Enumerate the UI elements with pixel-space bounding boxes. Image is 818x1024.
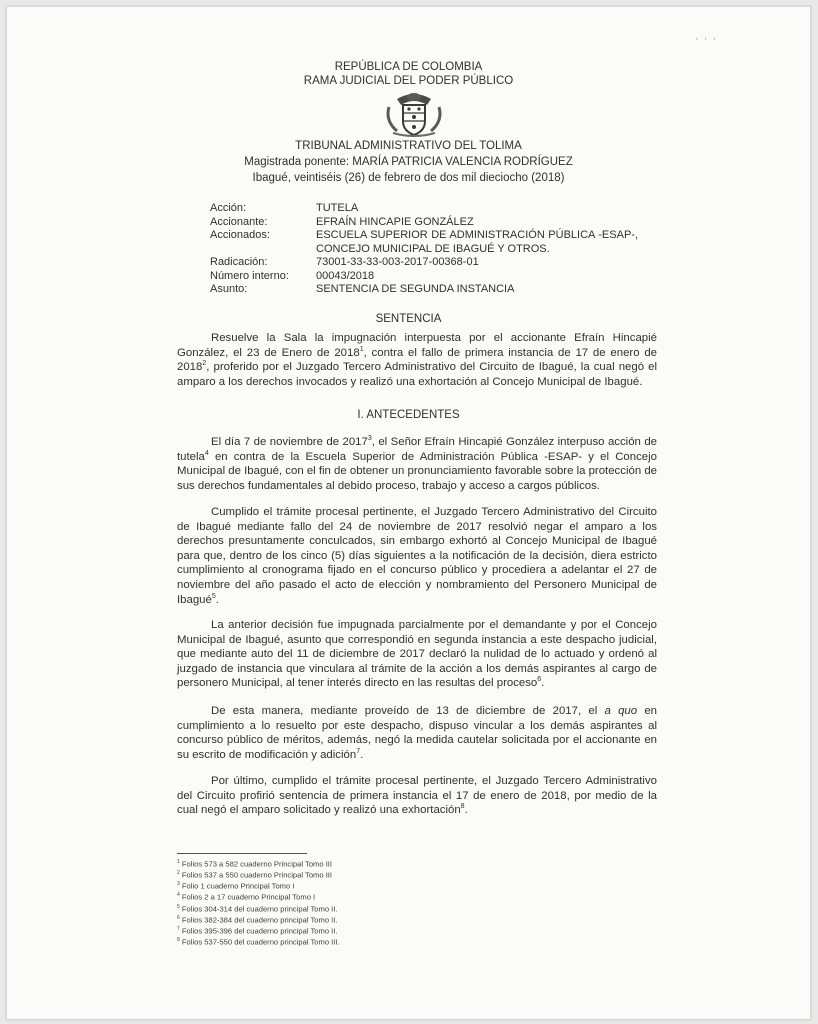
paragraph-text: Cumplido el trámite procesal pertinente, el Juzgado Tercero Administrativo del Circuito de Ibagué mediante fallo del 24 de noviembre de 2017 resolvió negar el amparo a los derechos presuntamente conculcados, sin embargo exhortó al Concejo Municipal de Ibagué para que, dentro de los cinco (5) días siguientes a la notificación de la decisión, diera estricto cumplimiento al cronograma fijado en el concurso público y procediera a adelantar el 27 de noviembre del año pasado el acto de elección y nombramiento del Personero Municipal de Ibagué [177,506,657,606]
footnote-number: 1 [177,859,180,865]
paragraph-text: El día 7 de noviembre de 2017 [211,436,368,448]
antecedentes-heading: I. ANTECEDENTES [357,409,460,421]
footnote-ref: 6 [537,676,542,684]
footnote-number: 6 [177,914,180,921]
footnote-text: Folio 1 cuaderno Principal Tomo I [179,881,295,891]
paragraph-6 [177,774,657,818]
meta-row-accionante [210,216,638,230]
court-name: TRIBUNAL ADMINISTRATIVO DEL TOLIMA [295,140,522,152]
footnote-item [177,880,340,891]
footnote-number: 7 [177,925,180,932]
footnote-text: Folios 304-314 del cuaderno principal Tomo II. [179,904,338,914]
footnote-ref: 1 [359,345,364,353]
footnote-text: Folios 537 a 550 cuaderno Principal Tomo III [179,870,333,880]
paragraph-text: De esta manera, mediante proveído de 13 de diciembre de 2017, el [211,705,605,717]
case-metadata [210,202,638,297]
sentencia-heading: SENTENCIA [375,313,442,325]
paragraph-text: en cumplimiento a lo resuelto por este despacho, dispuso vincular a los demás aspirantes al concurso público de méritos, además, negó la medida cautelar solicitada por el accionante en su escrito de modificación y adición [177,705,657,761]
footnote-ref: 2 [202,360,207,368]
footnote-ref: 3 [367,435,372,443]
footnote-item [177,925,340,936]
paragraph-text: Resuelve la Sala la impugnación interpuesta por el accionante Efraín Hincapié González, el 23 de Enero de 2018 [177,332,657,359]
footnote-number: 3 [177,881,180,888]
meta-value: 73001-33-33-003-2017-00368-01 [316,256,479,268]
footnote-text: Folios 395-396 del cuaderno principal Tomo II. [179,926,338,936]
magistrate-line: Magistrada ponente: MARÍA PATRICIA VALENCIA RODRÍGUEZ [244,156,573,168]
paragraph-text: . [464,804,468,817]
meta-row-accionados [210,229,638,256]
meta-value: EFRAÍN HINCAPIE GONZÁLEZ [316,215,474,228]
footnote-number: 5 [177,903,180,910]
paragraph-5 [177,704,657,762]
paragraph-text: . [541,677,545,690]
footnote-ref: 4 [204,449,209,457]
date-line: Ibagué, veintiséis (26) de febrero de dos mil dieciocho (2018) [252,172,565,184]
footnote-text: Folios 2 a 17 cuaderno Principal Tomo I [179,892,316,902]
meta-value: 00043/2018 [316,269,375,282]
footnote-item [177,903,340,914]
meta-value: ESCUELA SUPERIOR DE ADMINISTRACIÓN PÚBLICA -ESAP-, CONCEJO MUNICIPAL DE IBAGUÉ Y OTROS. [316,229,638,255]
footnotes-list [177,858,340,947]
paragraph-text: , contra el fallo de primera instancia de 17 de enero de 2018 [177,346,657,374]
paragraph-1 [177,331,657,389]
coat-of-arms-icon [383,87,445,139]
italic-text: a quo [604,705,638,717]
meta-row-asunto [210,283,638,297]
paragraph-text: La anterior decisión fue impugnada parcialmente por el demandante y por el Concejo Municipal de Ibagué, asunto que correspondió en segunda instancia a este despacho judicial, que mediante auto del 11 de diciembre de 2017 declaró la nulidad de lo actuado y ordenó al juzgado de instancia que vinculara al trámite de la acción a los demás aspirantes al cargo de personero Municipal, al tener interés directo en las resultas del proceso [177,619,657,690]
meta-row-accion [210,202,638,216]
footnote-item [177,858,340,869]
meta-row-numero-interno [210,270,638,284]
footnote-text: Folios 537-550 del cuaderno principal Tomo III. [179,937,340,947]
scan-corner-mark: · · · [695,33,718,45]
meta-label: Accionante: [210,215,268,228]
meta-label: Accionados: [210,229,270,241]
document-page [6,6,811,1020]
footnote-item [177,914,340,925]
meta-label: Radicación: [210,256,268,268]
paragraph-4 [177,618,657,691]
footnote-number: 4 [177,892,180,899]
footnote-number: 8 [177,936,180,943]
footnote-item [177,891,340,902]
meta-label: Número interno: [210,269,289,282]
footnote-ref: 5 [211,592,216,600]
meta-value: TUTELA [316,202,359,214]
footnote-text: Folios 382-384 del cuaderno principal Tomo II. [179,915,338,925]
footnote-ref: 7 [356,747,361,755]
paragraph-text: , proferido por el Juzgado Tercero Administrativo del Circuito de Ibagué, la cual negó el amparo a los derechos invocados y realizó una exhortación al Concejo Municipal de Ibagué. [177,361,657,388]
paragraph-text: . [360,748,364,761]
paragraph-text: , el Señor Efraín Hincapié González interpuso acción de tutela [177,436,657,463]
paragraph-2 [177,435,657,493]
footnote-number: 2 [177,870,180,877]
meta-value: SENTENCIA DE SEGUNDA INSTANCIA [316,283,515,295]
branch-title: RAMA JUDICIAL DEL PODER PÚBLICO [303,75,514,87]
paragraph-3 [177,505,657,607]
footnote-item [177,869,340,880]
paragraph-text: en contra de la Escuela Superior de Administración Pública -ESAP- y el Concejo Municipal de Ibagué, con el fin de obtener un pronunciamiento favorable sobre la protección de sus derechos fundamentales al debido proceso, trabajo y acceso a cargos públicos. [177,450,657,492]
footnote-item [177,936,340,947]
meta-row-radicacion [210,256,638,270]
footnote-ref: 8 [460,803,465,811]
paragraph-text: . [215,593,219,606]
country-title: REPÚBLICA DE COLOMBIA [334,61,483,73]
footnote-divider [177,853,307,854]
meta-label: Asunto: [210,283,248,295]
meta-label: Acción: [210,202,247,214]
paragraph-text: Por último, cumplido el trámite procesal pertinente, el Juzgado Tercero Administrativo del Circuito profirió sentencia de primera instancia el 17 de enero de 2018, por medio de la cual negó el amparo solicitado y realizó una exhortación [177,775,657,817]
footnote-text: Folios 573 a 582 cuaderno Principal Tomo III [179,859,333,869]
